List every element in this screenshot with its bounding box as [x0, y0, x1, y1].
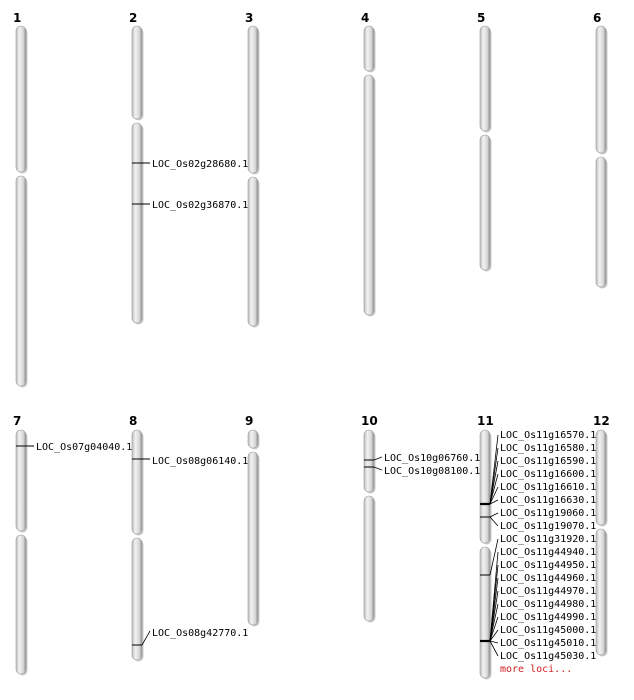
- locus-label: LOC_Os08g42770.1: [152, 628, 249, 639]
- locus-label: LOC_Os08g06140.1: [152, 456, 249, 467]
- locus-label: LOC_Os11g16570.1: [500, 430, 597, 441]
- chromosome-12-long-arm: [596, 529, 606, 655]
- more-loci-link[interactable]: more loci...: [500, 664, 573, 675]
- locus-label: LOC_Os11g45000.1: [500, 625, 597, 636]
- locus-label: LOC_Os11g16600.1: [500, 469, 597, 480]
- chromosome-2-long-arm: [132, 123, 142, 323]
- locus-label: LOC_Os11g44950.1: [500, 560, 597, 571]
- chromosome-3-short-arm: [248, 26, 258, 173]
- chromosome-11-long-arm: [480, 547, 490, 678]
- chromosome-4-label: 4: [361, 11, 370, 25]
- chromosome-9-long-arm: [248, 452, 258, 625]
- chromosome-12-label: 12: [593, 414, 610, 428]
- locus-label: LOC_Os11g16590.1: [500, 456, 597, 467]
- locus-label: LOC_Os11g44940.1: [500, 547, 597, 558]
- chromosome-5-short-arm: [480, 26, 490, 131]
- chromosome-8-short-arm: [132, 430, 142, 534]
- locus-label: LOC_Os11g16630.1: [500, 495, 597, 506]
- locus-label: LOC_Os11g16610.1: [500, 482, 597, 493]
- chromosome-3-label: 3: [245, 11, 254, 25]
- chromosome-3-long-arm: [248, 177, 258, 326]
- chromosome-5-long-arm: [480, 135, 490, 270]
- chromosome-4-short-arm: [364, 26, 374, 71]
- chromosome-7-label: 7: [13, 414, 22, 428]
- chromosome-9-label: 9: [245, 414, 254, 428]
- chromosome-1-label: 1: [13, 11, 22, 25]
- chromosome-8-long-arm: [132, 538, 142, 660]
- locus-label: LOC_Os02g36870.1: [152, 200, 249, 211]
- locus-label: LOC_Os11g45010.1: [500, 638, 597, 649]
- locus-label: LOC_Os11g44980.1: [500, 599, 597, 610]
- locus-label: LOC_Os10g08100.1: [384, 466, 481, 477]
- chromosome-2-short-arm: [132, 26, 142, 119]
- locus-label: LOC_Os10g06760.1: [384, 453, 481, 464]
- locus-label: LOC_Os11g44960.1: [500, 573, 597, 584]
- locus-label: LOC_Os11g45030.1: [500, 651, 597, 662]
- chromosome-7-long-arm: [16, 535, 26, 674]
- chromosome-1-short-arm: [16, 26, 26, 172]
- chromosome-6-short-arm: [596, 26, 606, 153]
- chromosome-10-label: 10: [361, 414, 378, 428]
- chromosome-9-short-arm: [248, 430, 258, 448]
- chromosome-1-long-arm: [16, 176, 26, 386]
- chromosome-5-label: 5: [477, 11, 486, 25]
- chromosome-6-long-arm: [596, 157, 606, 287]
- chromosome-11-label: 11: [477, 414, 494, 428]
- locus-label: LOC_Os11g19060.1: [500, 508, 597, 519]
- locus-label: LOC_Os11g44970.1: [500, 586, 597, 597]
- chromosome-12-short-arm: [596, 430, 606, 525]
- chromosome-6-label: 6: [593, 11, 602, 25]
- locus-label: LOC_Os07g04040.1: [36, 442, 133, 453]
- chromosome-11-short-arm: [480, 430, 490, 543]
- locus-label: LOC_Os11g19070.1: [500, 521, 597, 532]
- chromosome-10-long-arm: [364, 496, 374, 621]
- chromosome-10-short-arm: [364, 430, 374, 492]
- chromosome-8-label: 8: [129, 414, 138, 428]
- chromosome-7-short-arm: [16, 430, 26, 531]
- locus-label: LOC_Os11g31920.1: [500, 534, 597, 545]
- locus-label: LOC_Os11g16580.1: [500, 443, 597, 454]
- locus-label: LOC_Os02g28680.1: [152, 159, 249, 170]
- chromosome-2-label: 2: [129, 11, 138, 25]
- locus-label: LOC_Os11g44990.1: [500, 612, 597, 623]
- chromosome-4-long-arm: [364, 75, 374, 315]
